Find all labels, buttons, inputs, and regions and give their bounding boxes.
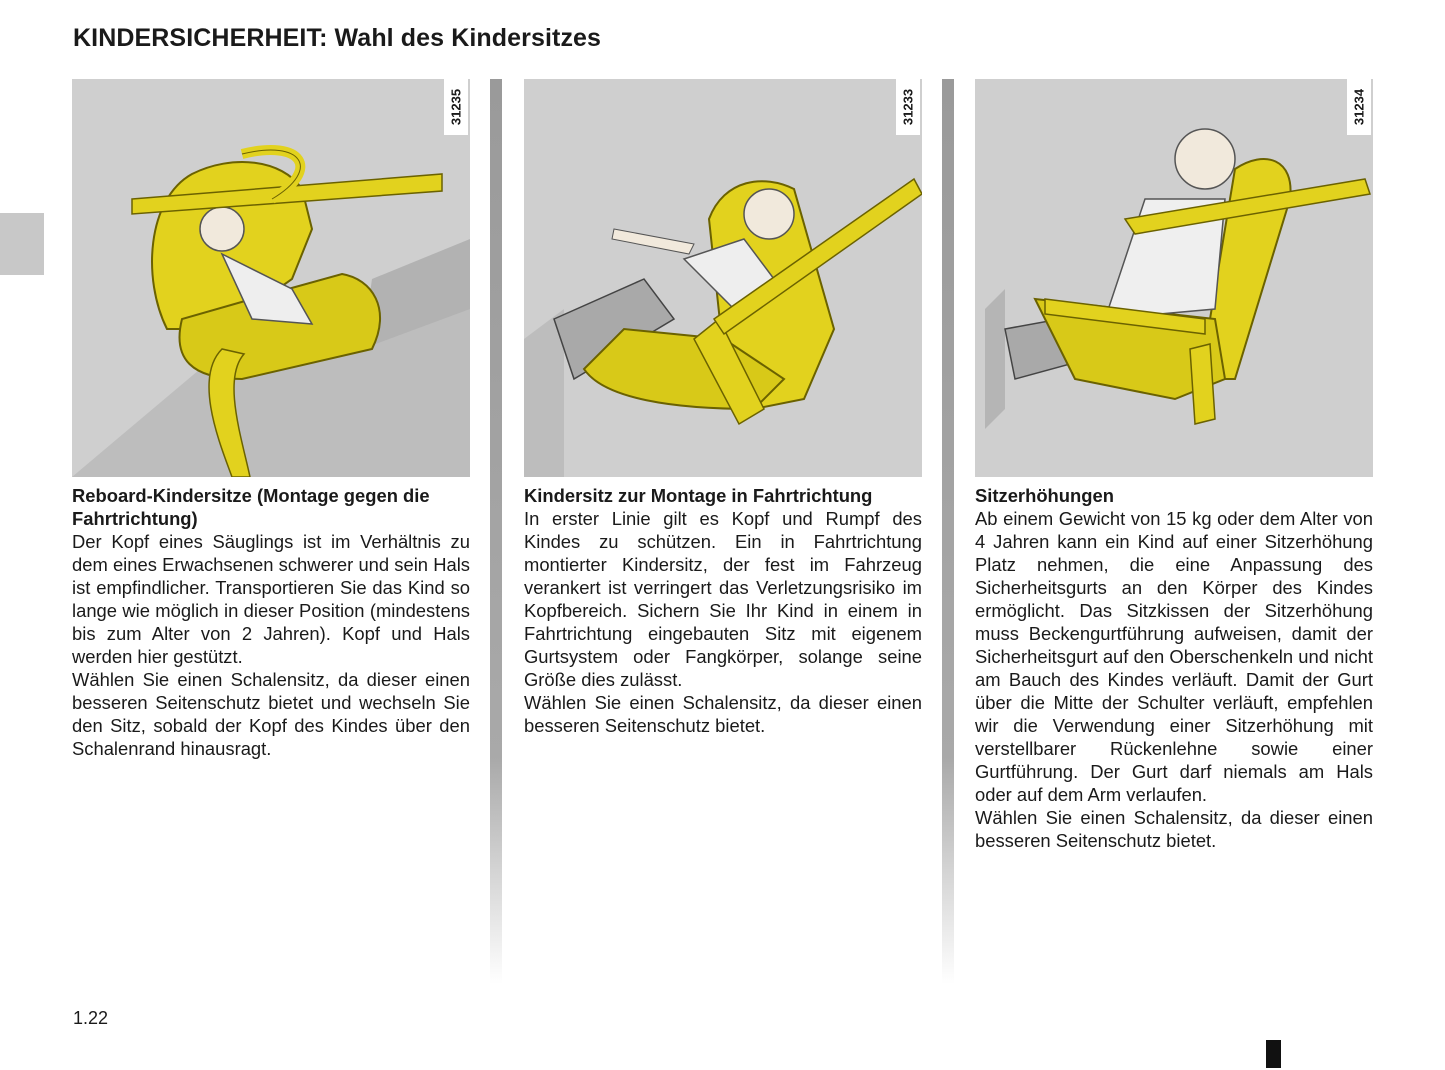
section-paragraph: Ab einem Gewicht von 15 kg oder dem Alter von 4 Jahren kann ein Kind auf einer Sitzerhöhung Platz nehmen, die eine Anpassung des Sicherheitsgurts an den Körper des Kindes ermöglicht. Das Sitzkissen der Sitzerhöhung muss Beckengurtführung aufweisen, damit der Sicherheitsgurt auf den Oberschenkeln und nicht am Bauch des Kindes verläuft. Damit der Gurt über die Mitte der Schulter verläuft, empfehlen wir die Verwendung einer Sitzerhöhung mit verstellbarer Rückenlehne sowie einer Gurtführung. Der Gurt darf niemals am Hals oder auf dem Arm verlaufen. — [975, 508, 1373, 805]
chapter-tab — [0, 213, 44, 275]
section-paragraph: Wählen Sie einen Schalensitz, da dieser einen besseren Seitenschutz bietet. — [524, 692, 922, 736]
figure-code: 31233 — [896, 79, 920, 135]
section-paragraph: Wählen Sie einen Schalensitz, da dieser einen besseren Seitenschutz bietet. — [975, 807, 1373, 851]
page-edge-marker — [1266, 1040, 1281, 1068]
page-number: 1.22 — [73, 1008, 109, 1028]
forward-seat-illustration — [524, 79, 922, 477]
section-booster — [975, 79, 1373, 852]
section-paragraph: In erster Linie gilt es Kopf und Rumpf des Kindes zu schützen. Ein in Fahrtrichtung montierter Kindersitz, der fest im Fahrzeug verankert ist verringert das Verletzungsrisiko im Kopfbereich. Sichern Sie Ihr Kind in einem in Fahrtrichtung eingebauten Sitz mit eigenem Gurtsystem oder Fangkörper, solange seine Größe dies zulässt. — [524, 508, 922, 690]
section-heading: Reboard-Kindersitze (Montage gegen die Fahrtrichtung) — [72, 485, 430, 529]
section-text — [975, 484, 1373, 852]
section-heading: Sitzerhöhungen — [975, 485, 1114, 506]
figure-code: 31234 — [1347, 79, 1371, 135]
section-heading: Kindersitz zur Montage in Fahrtrichtung — [524, 485, 873, 506]
section-forward — [524, 79, 922, 737]
column-divider — [490, 79, 502, 984]
section-text — [72, 484, 470, 760]
figure-booster-seat — [975, 79, 1373, 477]
section-paragraph: Der Kopf eines Säuglings ist im Verhältnis zu dem eines Erwachsenen schwerer und sein Hals ist empfindlicher. Transportieren Sie das Kind so lange wie möglich in dieser Position (mindestens bis zum Alter von 2 Jahren). Kopf und Hals werden hier gestützt. — [72, 531, 470, 667]
infant-seat-illustration — [72, 79, 470, 477]
figure-forward-child-seat — [524, 79, 922, 477]
section-text — [524, 484, 922, 737]
section-paragraph: Wählen Sie einen Schalensitz, da dieser einen besseren Seitenschutz bietet und wechseln Sie den Sitz, sobald der Kopf des Kindes über den Schalenrand hinausragt. — [72, 669, 470, 759]
booster-seat-illustration — [975, 79, 1373, 477]
page-title: KINDERSICHERHEIT: Wahl des Kindersitzes — [73, 24, 602, 52]
column-divider — [942, 79, 954, 984]
figure-code: 31235 — [444, 79, 468, 135]
section-reboard — [72, 79, 470, 760]
figure-rearward-infant-seat — [72, 79, 470, 477]
